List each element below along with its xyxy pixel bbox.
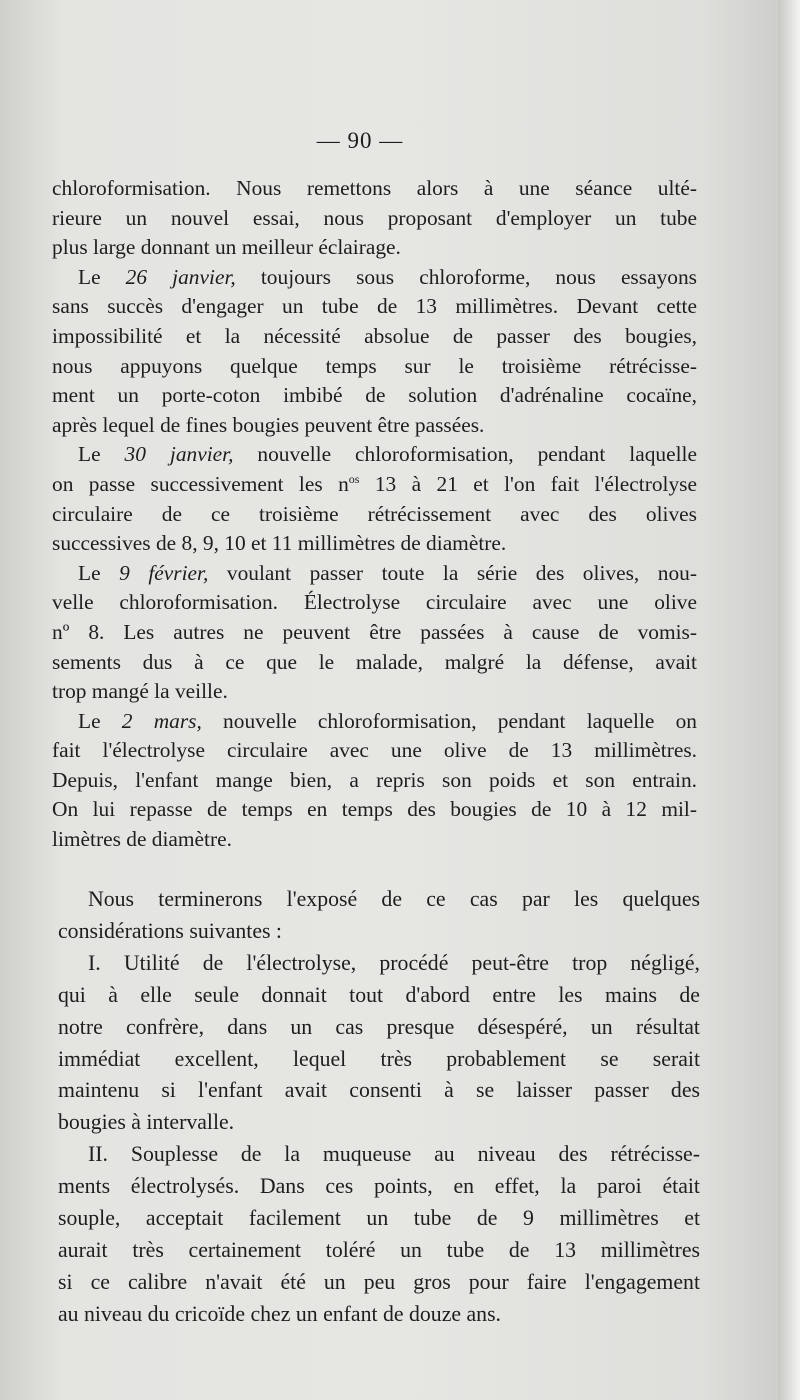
line-prefix: Le [78, 442, 125, 467]
line-body: nouvelle chloroformisation, pendant laquelle [233, 442, 697, 467]
text-line-dated [52, 440, 697, 470]
text-line: impossibilité et la nécessité absolue de passer des bougies, [52, 323, 697, 348]
text-line: si ce calibre n'avait été un peu gros pour faire l'engagement [58, 1269, 700, 1294]
page-edge [778, 0, 800, 1400]
case-narrative [52, 174, 697, 855]
line-prefix: Le [78, 708, 122, 733]
text-line: velle chloroformisation. Électrolyse circulaire avec une olive [52, 590, 697, 615]
text-line: nous appuyons quelque temps sur le troisième rétrécisse- [52, 353, 697, 378]
text-line: Nous terminerons l'exposé de ce cas par les quelques [88, 887, 700, 911]
text-line-dated [52, 263, 697, 293]
text-line: souple, acceptait facilement un tube de 9 millimètres et [58, 1206, 700, 1231]
text-line: trop mangé la veille. [52, 679, 228, 704]
considerations [58, 884, 700, 1331]
entry-date: 30 janvier, [124, 442, 234, 467]
entry-date: 26 janvier, [125, 264, 236, 289]
line-body: toujours sous chloroforme, nous essayons [235, 264, 697, 289]
text-line: fait l'électrolyse circulaire avec une olive de 13 millimètres. [52, 738, 697, 763]
superscript: os [348, 471, 360, 486]
text-line: II. Souplesse de la muqueuse au niveau des rétrécisse- [88, 1142, 700, 1167]
text-line: Depuis, l'enfant mange bien, a repris son poids et son entrain. [52, 767, 697, 792]
text-line: sans succès d'engager un tube de 13 millimètres. Devant cette [52, 294, 697, 319]
text-line: notre confrère, dans un cas presque désespéré, un résultat [58, 1014, 700, 1039]
entry-date: 9 février, [119, 560, 209, 585]
line-prefix: on passe successivement les n [52, 471, 349, 496]
text-line: bougies à intervalle. [58, 1110, 235, 1135]
text-line: I. Utilité de l'électrolyse, procédé peut-être trop négligé, [88, 950, 700, 975]
line-body: voulant passer toute la série des olives, nou- [208, 560, 697, 585]
text-line-dated [52, 559, 697, 589]
entry-date: 2 mars, [121, 708, 202, 733]
text-line: ments électrolysés. Dans ces points, en effet, la paroi était [58, 1174, 700, 1199]
text-line: immédiat excellent, lequel très probablement se serait [58, 1046, 700, 1071]
text-line: limètres de diamètre. [52, 827, 232, 852]
text-line: sements dus à ce que le malade, malgré la défense, avait [52, 649, 697, 674]
text-line: au niveau du cricoïde chez un enfant de douze ans. [58, 1301, 502, 1326]
line-prefix: Le [78, 264, 126, 289]
text-line: aurait très certainement toléré un tube de 13 millimètres [58, 1237, 700, 1262]
text-line [52, 470, 697, 500]
text-line: plus large donnant un meilleur éclairage. [52, 235, 401, 260]
text-line: rieure un nouvel essai, nous proposant d'employer un tube [52, 205, 697, 230]
text-line: On lui repasse de temps en temps des bougies de 10 à 12 mil- [52, 797, 697, 822]
line-body: nouvelle chloroformisation, pendant laquelle on [201, 708, 697, 733]
text-line: nº 8. Les autres ne peuvent être passées à cause de vomis- [52, 619, 697, 644]
page-number: — 90 — [316, 128, 404, 153]
text-line: qui à elle seule donnait tout d'abord entre les mains de [58, 982, 700, 1007]
line-body: 13 à 21 et l'on fait l'électrolyse [359, 471, 698, 496]
text-line: successives de 8, 9, 10 et 11 millimètres de diamètre. [52, 531, 507, 556]
text-line: considérations suivantes : [58, 918, 282, 943]
text-line: après lequel de fines bougies peuvent être passées. [52, 412, 485, 437]
text-line: chloroformisation. Nous remettons alors à une séance ulté- [52, 176, 697, 200]
line-prefix: Le [78, 560, 120, 585]
text-line-dated [52, 707, 697, 737]
text-line: maintenu si l'enfant avait consenti à se laisser passer des [58, 1078, 700, 1103]
text-line: ment un porte-coton imbibé de solution d'adrénaline cocaïne, [52, 383, 697, 408]
text-line: circulaire de ce troisième rétrécissement avec des olives [52, 501, 697, 526]
